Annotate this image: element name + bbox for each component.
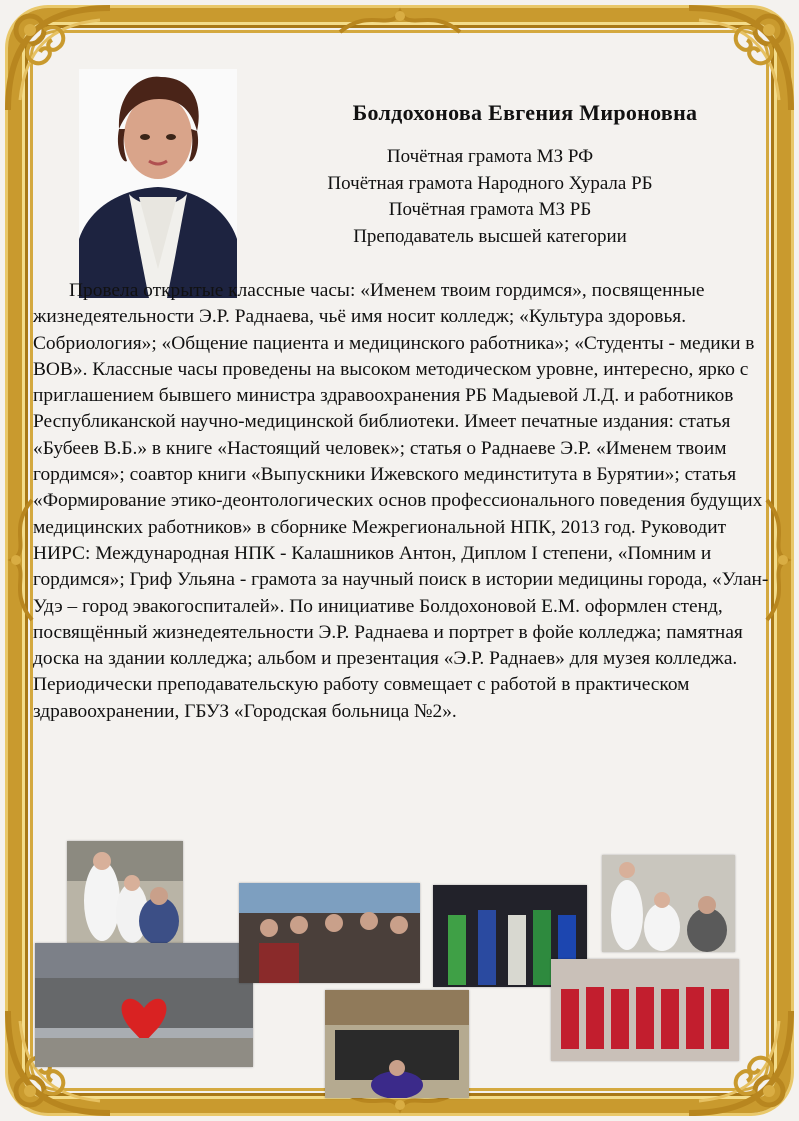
award-item: Почётная грамота МЗ РФ: [386, 146, 594, 167]
awards-list: [250, 144, 730, 250]
award-item: Почётная грамота МЗ РБ: [388, 199, 592, 220]
award-item: Почётная грамота Народного Хурала РБ: [327, 172, 653, 194]
collage-photo-elders: [325, 990, 469, 1098]
award-item: Преподаватель высшей категории: [353, 225, 627, 247]
edge-ornament: [330, 2, 470, 42]
collage-photo-group-heart: [35, 943, 253, 1067]
collage-photo-students-red: [551, 959, 739, 1061]
portrait-photo: [79, 69, 237, 298]
collage-photo-nurses: [67, 841, 183, 943]
collage-photo-crowd: [239, 883, 420, 983]
person-name: Болдохонова Евгения Мироновна: [352, 100, 698, 125]
biography-text: [33, 278, 785, 725]
biography-paragraph: Провела открытые классные часы: «Именем твоим гордимся», посвященные жизнедеятельности Э.Р. Раднаева, чьё имя носит колледж; «Культура здоровья. Собриология»; «Общение пациента и медицинского работника»; «Студенты - медики в ВОВ». Классные часы проведены на высоком методическом уровне, интересно, ярко с приглашением бывшего министра здравоохранения РБ Мадыевой Л.Д. и работников Республиканской научно-медицинской библиотеки. Имеет печатные издания: статья «Бубеев В.Б.» в книге «Настоящий человек»; статья о Раднаеве Э.Р. «Именем твоим гордимся»; соавтор книги «Выпускники Ижевского мединститута в Бурятии»; статья «Формирование этико-деонтологических основ профессионального поведения будущих медицинских работников» в сборнике Межрегиональной НПК, 2013 год. Руководит НИРС: Международная НПК - Калашников Антон, Диплом I степени, «Помним и гордимся»; Гриф Ульяна - грамота за научный поиск в истории медицины города, «Улан-Удэ – город эвакогоспиталей». По инициативе Болдохоновой Е.М. оформлен стенд, посвящённый жизнедеятельности Э.Р. Раднаева и портрет в фойе колледжа; памятная доска на здании колледжа; альбом и презентация «Э.Р. Раднаев» для музея колледжа. Периодически преподавательскую работу совмещает с работой в практическом здравоохранении, ГБУЗ «Городская больница №2».: [33, 280, 769, 722]
collage-photo-doctors: [602, 855, 735, 952]
